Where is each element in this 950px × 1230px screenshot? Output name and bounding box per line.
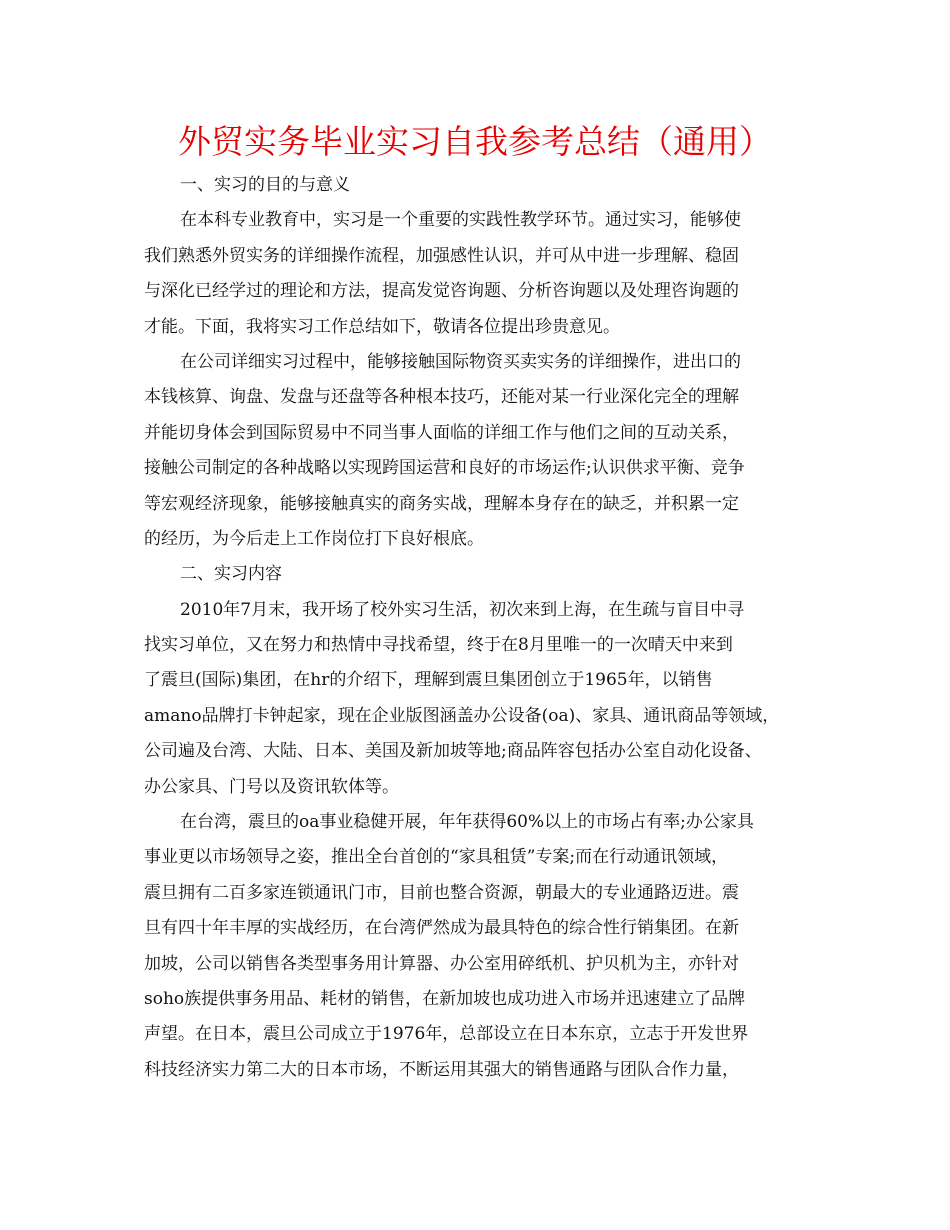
text-line: amano品牌打卡钟起家，现在企业版图涵盖办公设备(oa)、家具、通讯商品等领域，: [144, 705, 780, 726]
text-line: 公司遍及台湾、大陆、日本、美国及新加坡等地;商品阵容包括办公室自动化设备、: [144, 741, 762, 762]
text-line: 我们熟悉外贸实务的详细操作流程，加强感性认识，并可从中进一步理解、稳固: [144, 245, 739, 266]
text-line: 在本科专业教育中，实习是一个重要的实践性教学环节。通过实习，能够使: [180, 210, 741, 231]
text-line: 接触公司制定的各种战略以实现跨国运营和良好的市场运作;认识供求平衡、竞争: [144, 458, 745, 479]
text-line: 科技经济实力第二大的日本市场，不断运用其强大的销售通路与团队合作力量，: [144, 1059, 739, 1080]
text-line: 在台湾，震旦的oa事业稳健开展，年年获得60%以上的市场占有率;办公家具: [180, 812, 754, 833]
text-line: 2010年7月末，我开场了校外实习生活，初次来到上海，在生疏与盲目中寻: [180, 599, 745, 620]
text-line: 才能。下面，我将实习工作总结如下，敬请各位提出珍贵意见。: [144, 316, 620, 337]
text-line: 的经历，为今后走上工作岗位打下良好根底。: [144, 528, 484, 549]
text-line: 事业更以市场领导之姿，推出全台首创的“家具租赁”专案;而在行动通讯领域，: [144, 847, 729, 868]
text-line: 震旦拥有二百多家连锁通讯门市，目前也整合资源，朝最大的专业通路迈进。震: [144, 882, 739, 903]
text-line: 在公司详细实习过程中，能够接触国际物资买卖实务的详细操作，进出口的: [180, 351, 741, 372]
text-line: 与深化已经学过的理论和方法，提高发觉咨询题、分析咨询题以及处理咨询题的: [144, 281, 739, 302]
text-line: soho族提供事务用品、耗材的销售，在新加坡也成功进入市场并迅速建立了品牌: [144, 988, 746, 1009]
text-line: 一、实习的目的与意义: [180, 175, 350, 195]
document-title: 外贸实务毕业实习自我参考总结（通用）: [178, 122, 772, 161]
text-line: 等宏观经济现象，能够接触真实的商务实战，理解本身存在的缺乏，并积累一定: [144, 493, 739, 514]
text-line: 了震旦(国际)集团，在hr的介绍下，理解到震旦集团创立于1965年，以销售: [144, 670, 713, 691]
text-line: 办公家具、门号以及资讯软体等。: [144, 776, 399, 797]
text-line: 旦有四十年丰厚的实战经历，在台湾俨然成为最具特色的综合性行销集团。在新: [144, 918, 739, 939]
text-line: 并能切身体会到国际贸易中不同当事人面临的详细工作与他们之间的互动关系，: [144, 422, 739, 443]
text-line: 声望。在日本，震旦公司成立于1976年，总部设立在日本东京，立志于开发世界: [144, 1024, 749, 1045]
text-line: 二、实习内容: [180, 564, 282, 585]
document-body: [144, 168, 808, 1088]
text-line: 本钱核算、询盘、发盘与还盘等各种根本技巧，还能对某一行业深化完全的理解: [144, 387, 739, 408]
text-line: 找实习单位，又在努力和热情中寻找希望，终于在8月里唯一的一次晴天中来到: [144, 635, 733, 656]
text-line: 加坡，公司以销售各类型事务用计算器、办公室用碎纸机、护贝机为主，亦针对: [144, 953, 739, 974]
